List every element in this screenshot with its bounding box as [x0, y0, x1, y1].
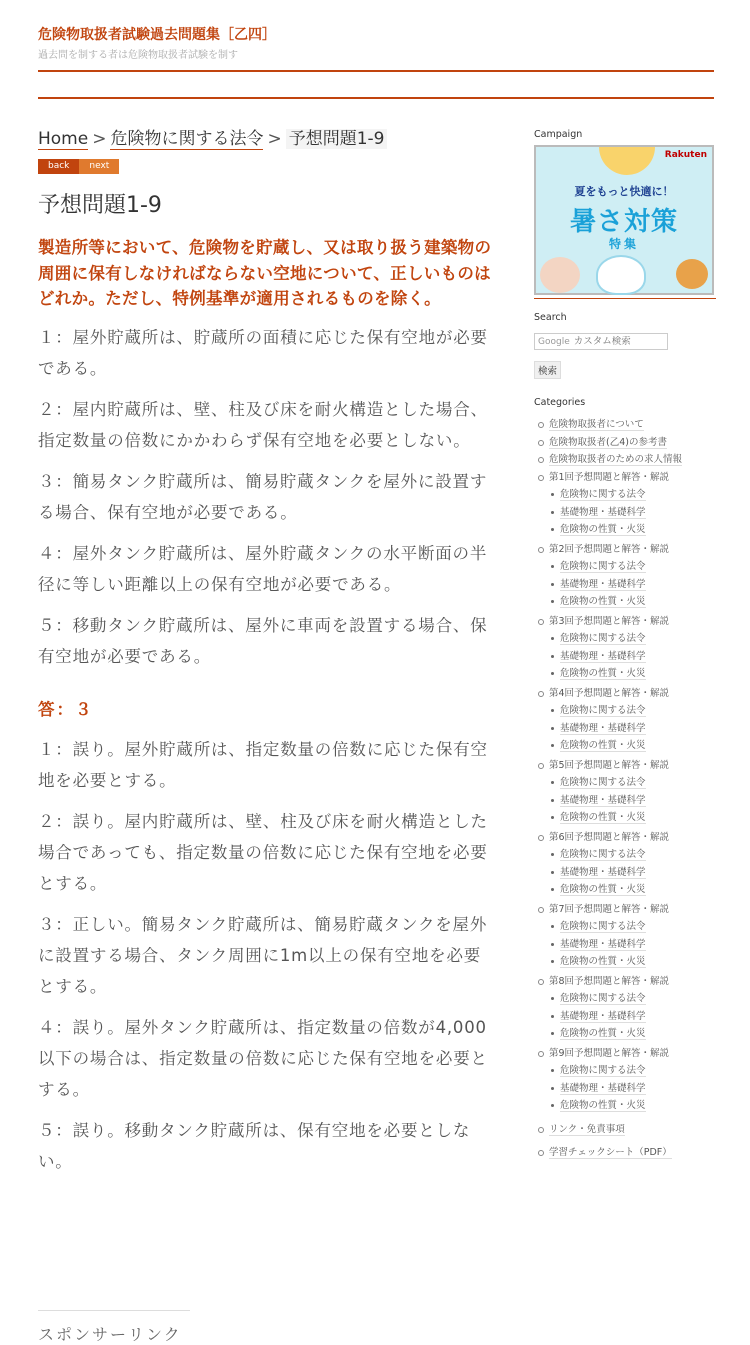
campaign-banner[interactable] [534, 145, 714, 295]
dog-illustration [676, 259, 708, 289]
category-round-item [538, 901, 716, 971]
breadcrumb-current: 予想問題1-9 [286, 129, 388, 149]
category-round-link[interactable]: 第6回予想問題と解答・解説 [549, 831, 670, 843]
subcategory-link[interactable]: 危険物に関する法令 [560, 1065, 646, 1076]
category-link[interactable]: 学習チェックシート（PDF） [549, 1147, 672, 1158]
choice-item: ３：簡易タンク貯蔵所は、簡易貯蔵タンクを屋外に設置する場合、保有空地が必要である。 [38, 471, 488, 522]
subcategory-link[interactable]: 危険物の性質・火災 [560, 884, 646, 895]
category-round-item [538, 613, 716, 683]
subcategory-link[interactable]: 基礎物理・基礎科学 [560, 506, 646, 518]
explanation-item: ２：誤り。屋内貯蔵所は、壁、柱及び床を耐火構造とした場合であっても、指定数量の倍数に応じた保有空地を必要とする。 [38, 811, 488, 893]
sidebar [534, 128, 716, 1162]
subcategory-list [549, 1062, 716, 1115]
banner-line1: 夏をもっと快適に！ [574, 185, 674, 198]
subcategory-link[interactable]: 危険物に関する法令 [560, 633, 646, 644]
sponsor-divider [38, 1310, 190, 1311]
post-pager [38, 159, 498, 174]
search-field [534, 333, 668, 350]
search-button[interactable]: 検索 [534, 361, 561, 379]
category-link[interactable]: リンク・免責事項 [549, 1123, 625, 1135]
explanation-item: ４：誤り。屋外タンク貯蔵所は、指定数量の倍数が4,000以下の場合は、指定数量の倍数に応じた保有空地を必要とする。 [38, 1017, 488, 1099]
subcategory-item [549, 665, 716, 683]
sun-icon [599, 147, 655, 175]
category-round-link[interactable]: 第1回予想問題と解答・解説 [549, 471, 670, 483]
subcategory-item [549, 936, 716, 954]
category-item [538, 1144, 716, 1162]
category-round-item [538, 757, 716, 827]
category-round-item [538, 685, 716, 755]
subcategory-item [549, 1025, 716, 1043]
subcategory-link[interactable]: 危険物の性質・火災 [560, 956, 646, 967]
choice-item: １：屋外貯蔵所は、貯蔵所の面積に応じた保有空地が必要である。 [38, 327, 488, 378]
subcategory-item [549, 1062, 716, 1080]
subcategory-list [549, 774, 716, 827]
subcategory-item [549, 809, 716, 827]
question-text: 製造所等において、危険物を貯蔵し、又は取り扱う建築物の周囲に保有しなければならない空地について、正しいものはどれか。ただし、特例基準が適用されるものを除く。 [38, 238, 492, 308]
choice-item: ２：屋内貯蔵所は、壁、柱及び床を耐火構造とした場合、指定数量の倍数にかかわらず保有空地を必要としない。 [38, 399, 488, 450]
subcategory-item [549, 576, 716, 594]
category-link[interactable]: 危険物取扱者のための求人情報 [549, 454, 683, 465]
person-illustration [540, 257, 580, 293]
category-round-item [538, 829, 716, 899]
breadcrumb-separator: > [267, 129, 282, 149]
subcategory-link[interactable]: 基礎物理・基礎科学 [560, 1082, 646, 1094]
campaign-heading: Campaign [534, 129, 583, 140]
site-title-link[interactable]: 危険物取扱者試験過去問題集［乙四］ [38, 27, 276, 43]
explanation-list [38, 734, 498, 1177]
subcategory-link[interactable]: 危険物に関する法令 [560, 777, 646, 788]
explanation-item: ３：正しい。簡易タンク貯蔵所は、簡易貯蔵タンクを屋外に設置する場合、タンク周囲に1m以上の保有空地を必要とする。 [38, 914, 488, 996]
breadcrumb-home-link[interactable]: Home [38, 129, 89, 149]
subcategory-item [549, 720, 716, 738]
subcategory-item [549, 702, 716, 720]
subcategory-item [549, 521, 716, 539]
bear-illustration [596, 255, 646, 295]
next-button[interactable]: next [79, 159, 119, 174]
breadcrumb [38, 124, 498, 154]
search-input[interactable] [570, 336, 660, 347]
category-link[interactable]: 危険物取扱者(乙4)の参考書 [549, 436, 667, 448]
categories-heading: Categories [534, 397, 586, 408]
subcategory-list [549, 990, 716, 1043]
explanation-item: ５：誤り。移動タンク貯蔵所は、保有空地を必要としない。 [38, 1120, 471, 1171]
subcategory-item [549, 918, 716, 936]
category-list [534, 416, 716, 1162]
subcategory-link[interactable]: 危険物の性質・火災 [560, 596, 646, 607]
subcategory-link[interactable]: 危険物の性質・火災 [560, 812, 646, 823]
subcategory-link[interactable]: 基礎物理・基礎科学 [560, 650, 646, 662]
subcategory-item [549, 486, 716, 504]
subcategory-link[interactable]: 危険物に関する法令 [560, 849, 646, 860]
choice-list [38, 322, 498, 672]
subcategory-link[interactable]: 基礎物理・基礎科学 [560, 578, 646, 590]
subcategory-item [549, 953, 716, 971]
subcategory-item [549, 737, 716, 755]
subcategory-item [549, 1080, 716, 1098]
post-title: 予想問題1-9 [38, 193, 162, 218]
category-round-link[interactable]: 第2回予想問題と解答・解説 [549, 543, 670, 555]
category-item [538, 1121, 716, 1139]
category-link[interactable]: 危険物取扱者について [549, 419, 644, 430]
category-item [538, 434, 716, 452]
category-round-link[interactable]: 第5回予想問題と解答・解説 [549, 759, 670, 771]
subcategory-item [549, 630, 716, 648]
subcategory-list [549, 918, 716, 971]
sidebar-divider [534, 298, 716, 299]
subcategory-item [549, 558, 716, 576]
subcategory-item [549, 593, 716, 611]
banner-line2: 暑さ対策 [569, 207, 678, 237]
answer-text: 答：３ [38, 699, 94, 719]
subcategory-item [549, 990, 716, 1008]
subcategory-list [549, 846, 716, 899]
banner-line3: 特集 [608, 237, 639, 251]
category-round-item [538, 973, 716, 1043]
subcategory-link[interactable]: 基礎物理・基礎科学 [560, 722, 646, 734]
category-round-link[interactable]: 第8回予想問題と解答・解説 [549, 975, 670, 987]
subcategory-list [549, 558, 716, 611]
subcategory-item [549, 792, 716, 810]
subcategory-link[interactable]: 危険物の性質・火災 [560, 668, 646, 679]
subcategory-link[interactable]: 危険物の性質・火災 [560, 524, 646, 535]
site-description: 過去問を制する者は危険物取扱者試験を制す [38, 50, 238, 61]
subcategory-link[interactable]: 基礎物理・基礎科学 [560, 1010, 646, 1022]
subcategory-list [549, 486, 716, 539]
breadcrumb-category-link[interactable]: 危険物に関する法令 [110, 129, 264, 149]
category-item [538, 451, 716, 469]
back-button[interactable]: back [38, 159, 79, 174]
header-divider-bottom [38, 97, 714, 99]
subcategory-link[interactable]: 基礎物理・基礎科学 [560, 794, 646, 806]
subcategory-item [549, 864, 716, 882]
google-logo: Google [538, 336, 570, 347]
breadcrumb-separator: > [92, 129, 107, 149]
choice-item: ４：屋外タンク貯蔵所は、屋外貯蔵タンクの水平断面の半径に等しい距離以上の保有空地が必要である。 [38, 543, 488, 594]
subcategory-link[interactable]: 危険物に関する法令 [560, 993, 646, 1004]
category-round-link[interactable]: 第9回予想問題と解答・解説 [549, 1047, 670, 1059]
subcategory-item [549, 1008, 716, 1026]
choice-item: ５：移動タンク貯蔵所は、屋外に車両を設置する場合、保有空地が必要である。 [38, 615, 488, 666]
category-round-link[interactable]: 第3回予想問題と解答・解説 [549, 615, 670, 627]
main-content [38, 124, 498, 1177]
subcategory-list [549, 630, 716, 683]
search-heading: Search [534, 312, 567, 323]
category-item [538, 416, 716, 434]
subcategory-link[interactable]: 危険物に関する法令 [560, 921, 646, 932]
subcategory-link[interactable]: 危険物の性質・火災 [560, 1100, 646, 1111]
category-round-item [538, 469, 716, 539]
categories-section [534, 396, 716, 1162]
subcategory-item [549, 881, 716, 899]
subcategory-item [549, 846, 716, 864]
subcategory-item [549, 648, 716, 666]
subcategory-link[interactable]: 危険物の性質・火災 [560, 740, 646, 751]
site-header [38, 24, 714, 64]
subcategory-item [549, 1097, 716, 1115]
subcategory-link[interactable]: 危険物に関する法令 [560, 489, 646, 500]
category-round-item [538, 1045, 716, 1115]
category-round-item [538, 541, 716, 611]
category-round-link[interactable]: 第4回予想問題と解答・解説 [549, 687, 670, 699]
subcategory-link[interactable]: 基礎物理・基礎科学 [560, 938, 646, 950]
subcategory-item [549, 774, 716, 792]
subcategory-link[interactable]: 基礎物理・基礎科学 [560, 866, 646, 878]
explanation-item: １：誤り。屋外貯蔵所は、指定数量の倍数に応じた保有空地を必要とする。 [38, 739, 488, 790]
header-divider-top [38, 70, 714, 72]
subcategory-link[interactable]: 危険物の性質・火災 [560, 1028, 646, 1039]
subcategory-link[interactable]: 危険物に関する法令 [560, 705, 646, 716]
subcategory-list [549, 702, 716, 755]
sponsor-label: スポンサーリンク [38, 1325, 182, 1344]
subcategory-item [549, 504, 716, 522]
subcategory-link[interactable]: 危険物に関する法令 [560, 561, 646, 572]
rakuten-logo: Rakuten [664, 150, 707, 160]
category-round-link[interactable]: 第7回予想問題と解答・解説 [549, 903, 670, 915]
